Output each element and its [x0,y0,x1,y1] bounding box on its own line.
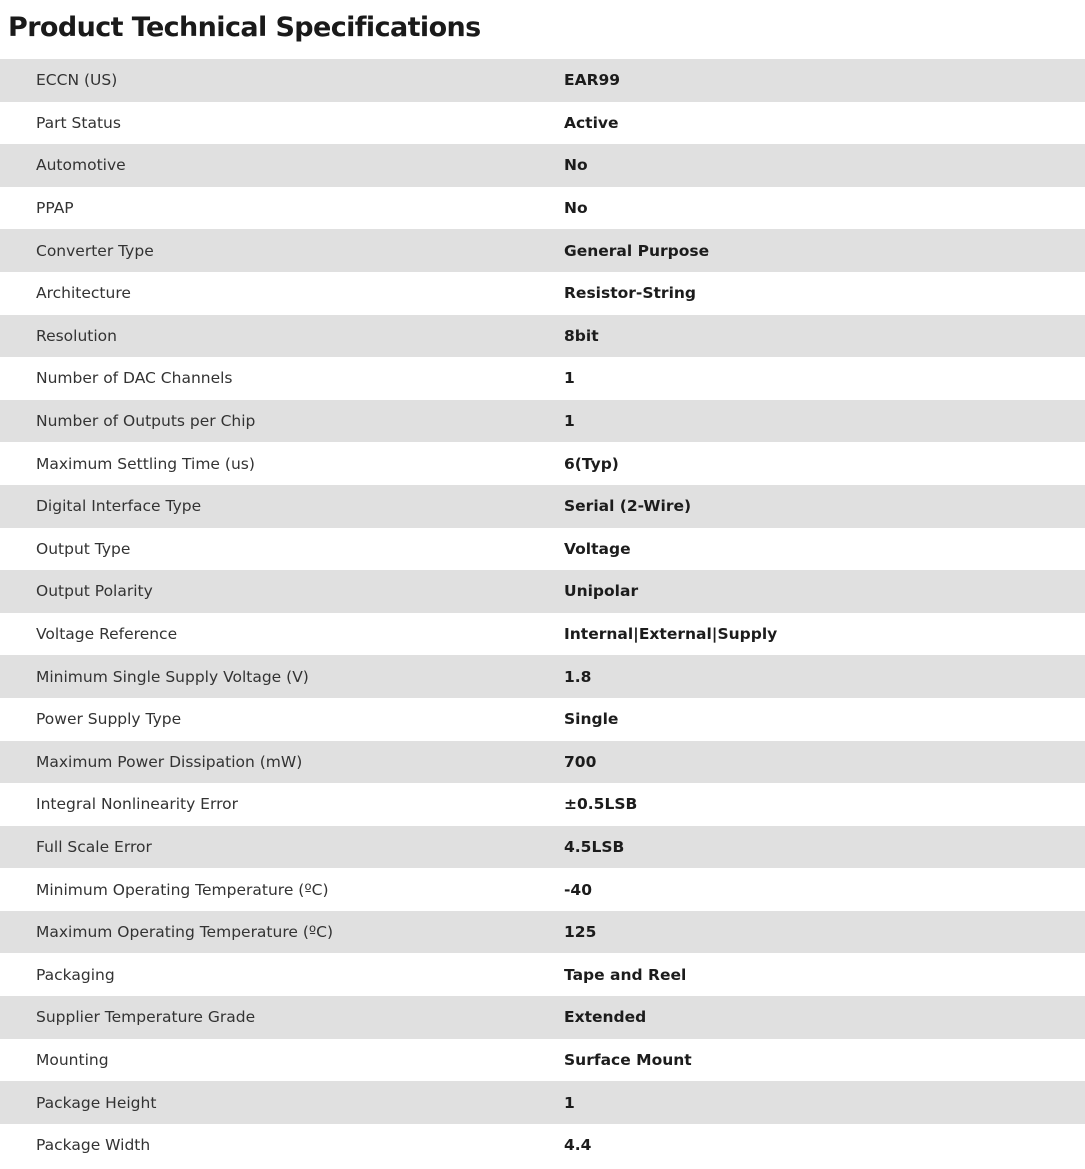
spec-label: Voltage Reference [36,625,178,644]
spec-value: 4.5LSB [564,837,625,856]
spec-value: 125 [564,923,597,942]
spec-label: Maximum Power Dissipation (mW) [36,752,303,771]
spec-label: ECCN (US) [36,71,118,90]
spec-label: PPAP [36,199,74,218]
spec-value: -40 [564,880,593,899]
table-row [0,102,1085,145]
spec-label: Packaging [36,965,115,984]
table-row [0,996,1085,1039]
spec-label: Minimum Operating Temperature (ºC) [36,880,329,899]
table-row [0,953,1085,996]
table-row [0,315,1085,358]
spec-label: Output Type [36,539,131,558]
spec-value: 1 [564,369,575,388]
spec-value: Internal|External|Supply [564,625,778,644]
table-row [0,144,1085,187]
spec-label: Full Scale Error [36,837,152,856]
spec-value: EAR99 [564,71,621,90]
spec-label: Supplier Temperature Grade [36,1008,256,1027]
spec-label: Maximum Settling Time (us) [36,454,255,473]
spec-value: Active [564,113,619,132]
table-row [0,741,1085,784]
spec-label: Output Polarity [36,582,153,601]
table-row [0,59,1085,102]
spec-value: No [564,199,588,218]
table-row [0,868,1085,911]
spec-label: Number of DAC Channels [36,369,233,388]
spec-value: 700 [564,752,597,771]
spec-value: Surface Mount [564,1050,692,1069]
table-row [0,698,1085,741]
spec-value: General Purpose [564,241,710,260]
table-row [0,655,1085,698]
spec-label: Mounting [36,1050,109,1069]
spec-value: 1.8 [564,667,592,686]
spec-label: Number of Outputs per Chip [36,412,256,431]
spec-value: Single [564,710,619,729]
spec-value: ±0.5LSB [564,795,638,814]
table-row [0,1039,1085,1082]
table-row [0,528,1085,571]
spec-value: No [564,156,588,175]
table-row [0,1081,1085,1124]
table-row [0,187,1085,230]
table-row [0,613,1085,656]
spec-value: Unipolar [564,582,639,601]
table-row [0,826,1085,869]
spec-label: Package Height [36,1093,157,1112]
table-row [0,229,1085,272]
spec-label: Digital Interface Type [36,497,202,516]
spec-value: 1 [564,412,575,431]
table-row [0,442,1085,485]
spec-label: Package Width [36,1136,151,1155]
spec-value: Extended [564,1008,647,1027]
spec-value: Serial (2-Wire) [564,497,692,516]
table-row [0,570,1085,613]
spec-value: 6(Typ) [564,454,619,473]
spec-value: 8bit [564,326,599,345]
spec-label: Converter Type [36,241,154,260]
spec-value: Voltage [564,539,631,558]
spec-value: 1 [564,1093,575,1112]
spec-label: Minimum Single Supply Voltage (V) [36,667,309,686]
table-row [0,783,1085,826]
table-row [0,357,1085,400]
spec-value: Resistor-String [564,284,697,303]
table-row [0,911,1085,954]
spec-label: Power Supply Type [36,710,182,729]
table-row [0,485,1085,528]
page-title: Product Technical Specifications [8,12,481,43]
spec-value: 4.4 [564,1136,592,1155]
spec-label: Integral Nonlinearity Error [36,795,238,814]
spec-label: Architecture [36,284,131,303]
spec-label: Automotive [36,156,126,175]
specifications-table-body [0,59,1085,1166]
table-row [0,272,1085,315]
spec-value: Tape and Reel [564,965,687,984]
spec-label: Resolution [36,326,117,345]
table-row [0,1124,1085,1167]
specifications-table [0,59,1085,1166]
table-row [0,400,1085,443]
spec-label: Part Status [36,113,121,132]
spec-label: Maximum Operating Temperature (ºC) [36,923,334,942]
